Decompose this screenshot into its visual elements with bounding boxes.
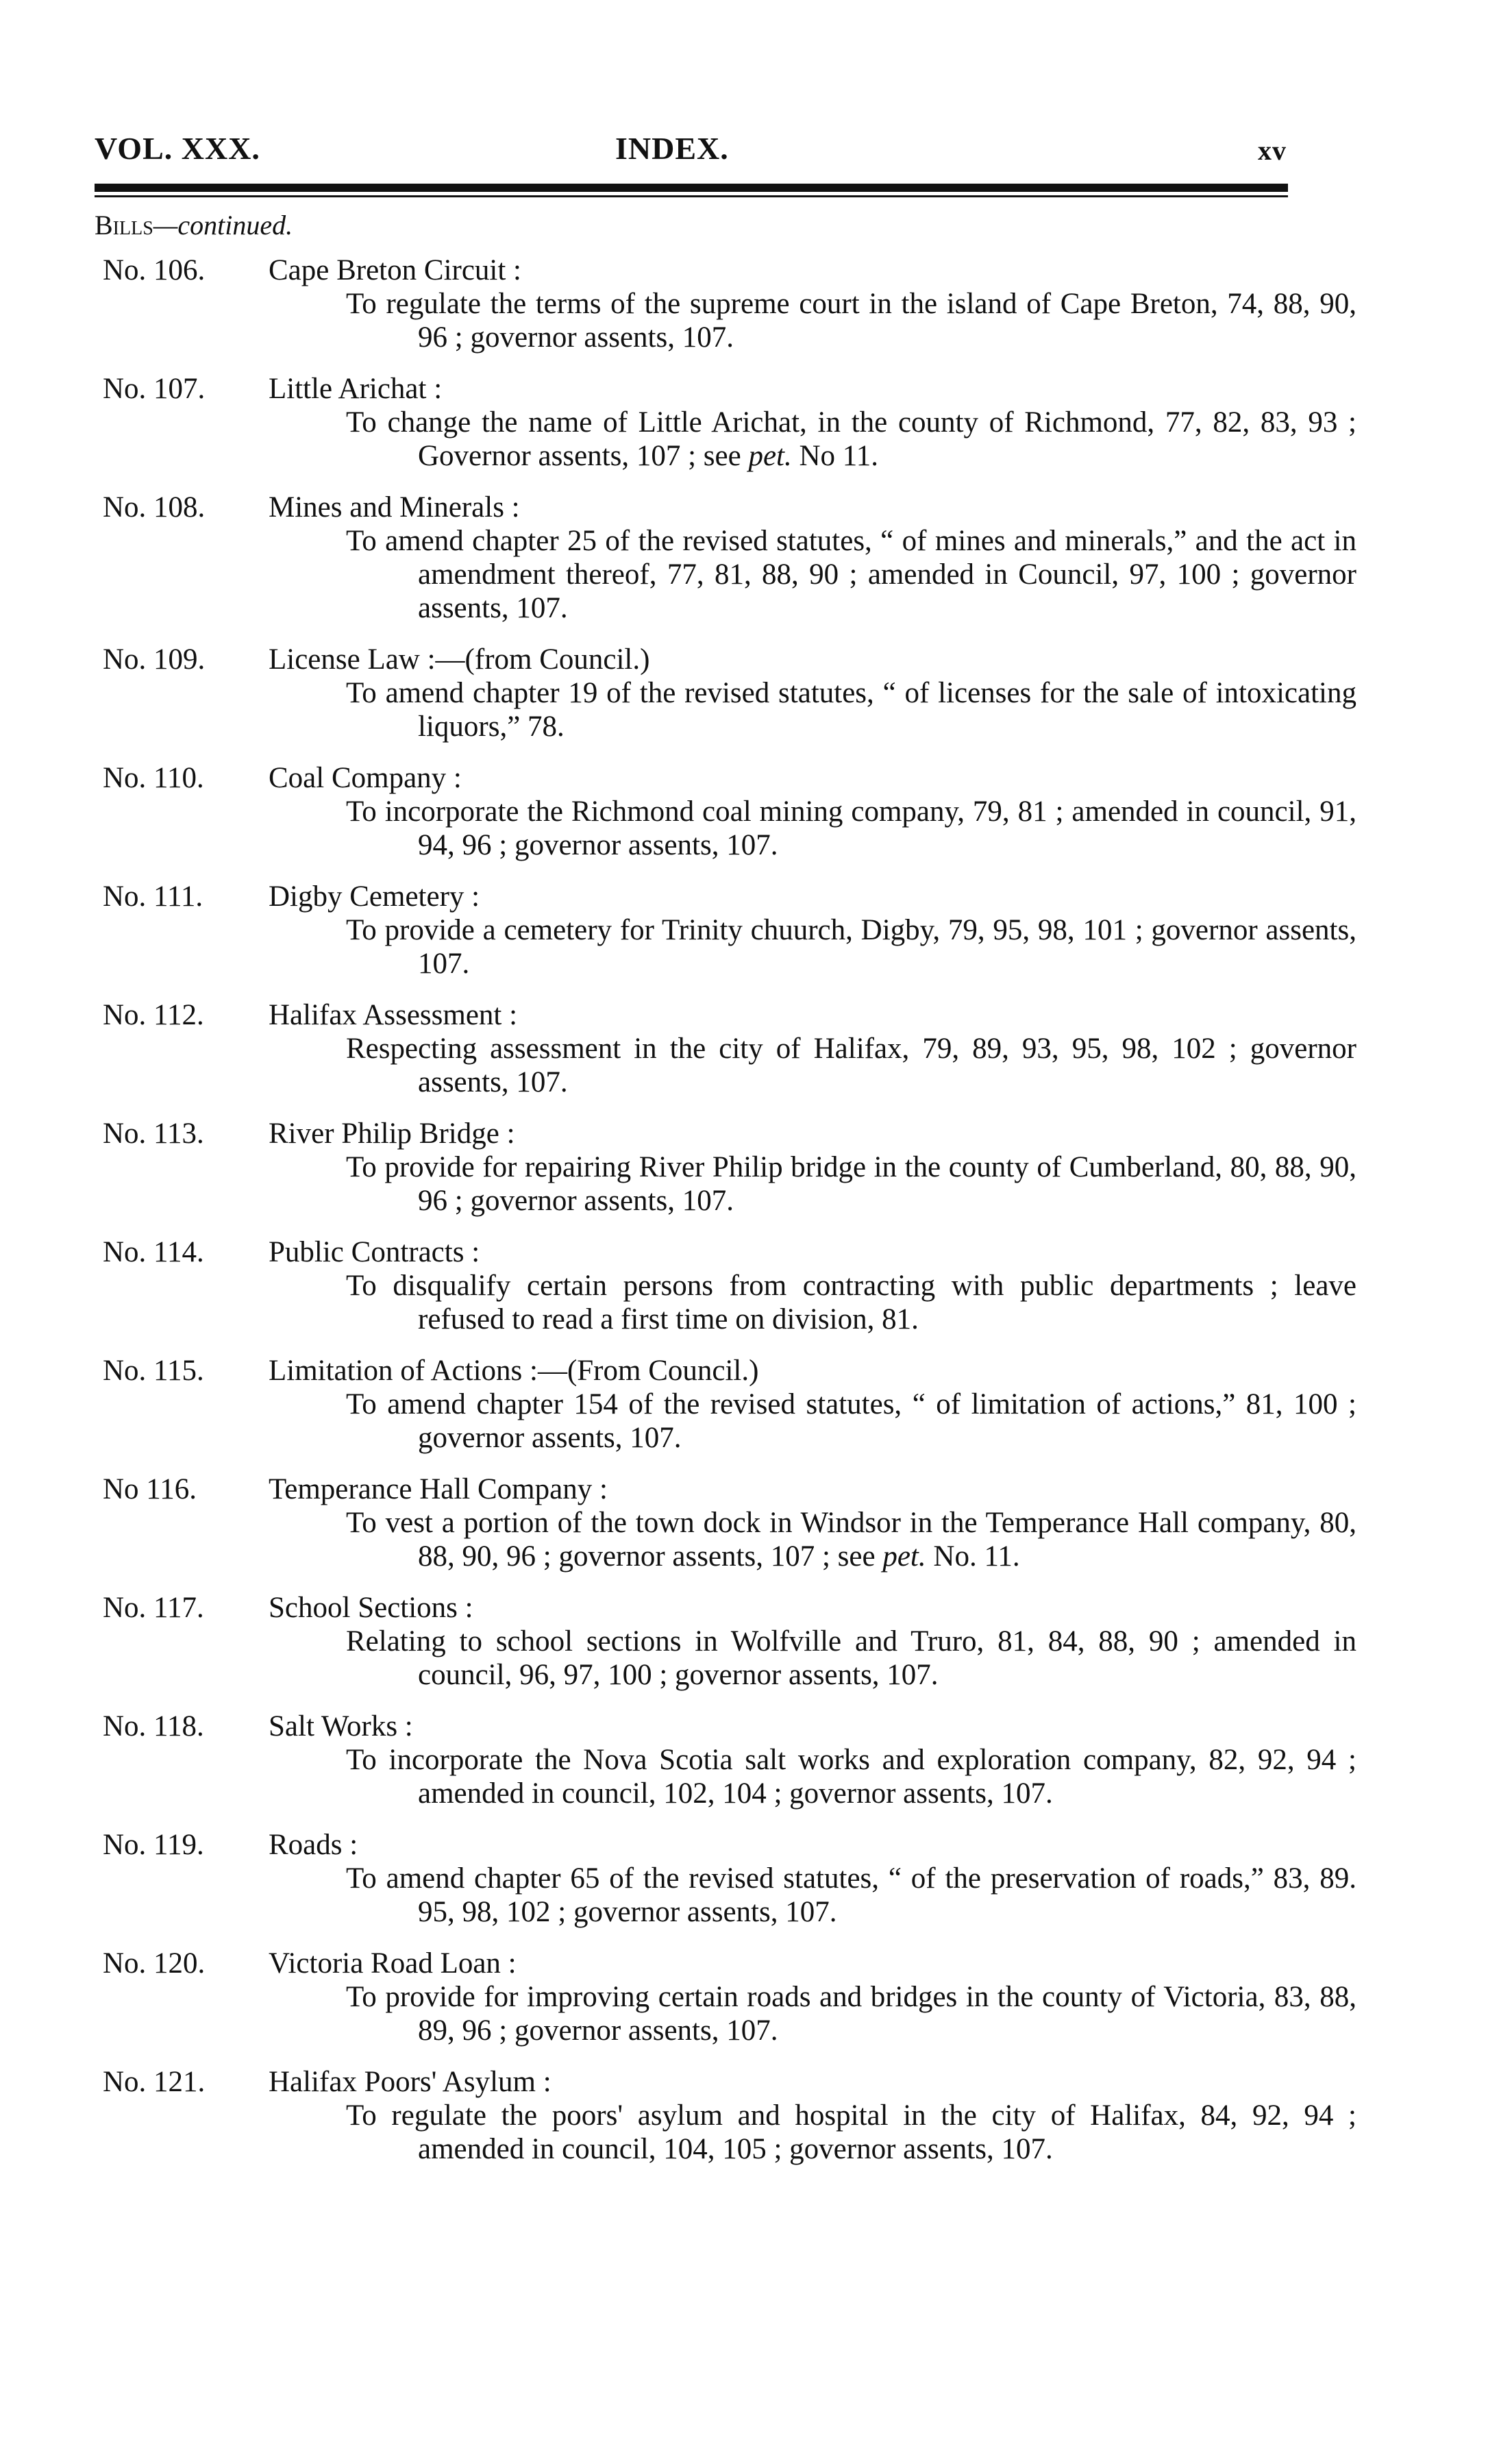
bill-number: No. 110. bbox=[103, 762, 204, 794]
bill-number: No. 106. bbox=[103, 254, 206, 286]
bill-title: Roads : bbox=[269, 1829, 358, 1861]
bill-title: Temperance Hall Company : bbox=[269, 1473, 608, 1505]
bill-entry bbox=[0, 1591, 1512, 1692]
bill-number: No. 114. bbox=[103, 1236, 204, 1268]
bill-entry bbox=[0, 1235, 1512, 1336]
bill-description-text: To change the name of Little Arichat, in the county of Richmond, 77, 82, 83, 93 ; Governor assents, 107 ; see bbox=[346, 406, 1356, 472]
bill-description: To disqualify certain persons from contracting with public departments ; leave refused to read a first time on division, 81. bbox=[346, 1270, 1356, 1335]
bill-description: To incorporate the Nova Scotia salt works and exploration company, 82, 92, 94 ; amended in council, 102, 104 ; governor assents, 107. bbox=[346, 1744, 1356, 1810]
volume-label: VOL. XXX. bbox=[95, 131, 260, 166]
bill-description: To amend chapter 154 of the revised statutes, “ of limitation of actions,” 81, 100 ; governor assents, 107. bbox=[346, 1388, 1356, 1454]
bill-description: To amend chapter 19 of the revised statutes, “ of licenses for the sale of intoxicating liquors,” 78. bbox=[346, 677, 1356, 743]
bill-number: No. 107. bbox=[103, 373, 206, 405]
bill-entry bbox=[0, 643, 1512, 743]
bill-description-italic: pet. bbox=[748, 440, 792, 472]
bill-description-text: To vest a portion of the town dock in Windsor in the Temperance Hall company, 80, 88, 90, 96 ; governor assents, 107 ; see bbox=[346, 1507, 1356, 1573]
bill-number: No. 119. bbox=[103, 1829, 204, 1861]
bill-description-italic: pet. bbox=[882, 1540, 926, 1573]
section-continued: —continued. bbox=[153, 210, 293, 241]
bill-title: Limitation of Actions :—(From Council.) bbox=[269, 1355, 759, 1387]
bill-title: Public Contracts : bbox=[269, 1236, 480, 1268]
bill-description: To regulate the terms of the supreme court in the island of Cape Breton, 74, 88, 90, 96 ; governor assents, 107. bbox=[346, 288, 1356, 354]
section-name: Bills bbox=[95, 210, 153, 241]
bill-title: Victoria Road Loan : bbox=[269, 1947, 517, 1980]
bill-entries bbox=[0, 254, 1512, 2184]
bill-description: To amend chapter 65 of the revised statutes, “ of the preservation of roads,” 83, 89. 95, 98, 102 ; governor assents, 107. bbox=[346, 1862, 1356, 1928]
bill-entry bbox=[0, 998, 1512, 1099]
bill-number: No. 109. bbox=[103, 643, 206, 676]
bill-description: To incorporate the Richmond coal mining company, 79, 81 ; amended in council, 91, 94, 96 ; governor assents, 107. bbox=[346, 796, 1356, 861]
bill-entry bbox=[0, 254, 1512, 354]
bill-title: Cape Breton Circuit : bbox=[269, 254, 522, 286]
bill-description-tail: No 11. bbox=[799, 440, 878, 472]
bill-description: Respecting assessment in the city of Halifax, 79, 89, 93, 95, 98, 102 ; governor assents, 107. bbox=[346, 1033, 1356, 1098]
bill-title: Halifax Assessment : bbox=[269, 999, 518, 1031]
section-heading bbox=[95, 209, 293, 241]
bill-entry bbox=[0, 1828, 1512, 1929]
bill-number: No. 120. bbox=[103, 1947, 206, 1980]
bill-entry bbox=[0, 880, 1512, 981]
bill-description: To provide for repairing River Philip bridge in the county of Cumberland, 80, 88, 90, 96 ; governor assents, 107. bbox=[346, 1151, 1356, 1217]
bill-title: Digby Cemetery : bbox=[269, 880, 480, 913]
bill-description: To provide a cemetery for Trinity chuurch, Digby, 79, 95, 98, 101 ; governor assents, 107. bbox=[346, 914, 1356, 980]
bill-description bbox=[346, 406, 1356, 473]
bill-number: No 116. bbox=[103, 1473, 197, 1505]
bill-description bbox=[346, 1506, 1356, 1573]
bill-entry bbox=[0, 1947, 1512, 2047]
bill-number: No. 111. bbox=[103, 880, 203, 913]
bill-entry bbox=[0, 761, 1512, 862]
header-rule-thick bbox=[95, 184, 1288, 192]
bill-title: Mines and Minerals : bbox=[269, 491, 520, 523]
bill-entry bbox=[0, 372, 1512, 473]
bill-description: Relating to school sections in Wolfville and Truro, 81, 84, 88, 90 ; amended in council, 96, 97, 100 ; governor assents, 107. bbox=[346, 1625, 1356, 1691]
bill-description: To amend chapter 25 of the revised statutes, “ of mines and minerals,” and the act in amendment thereof, 77, 81, 88, 90 ; amended in Council, 97, 100 ; governor assents, 107. bbox=[346, 525, 1356, 624]
bill-title: Coal Company : bbox=[269, 762, 462, 794]
bill-title: School Sections : bbox=[269, 1592, 473, 1624]
page-number: xv bbox=[1258, 135, 1287, 166]
bill-entry bbox=[0, 1117, 1512, 1218]
bill-entry bbox=[0, 1710, 1512, 1810]
bill-title: License Law :—(from Council.) bbox=[269, 643, 650, 676]
bill-entry bbox=[0, 1354, 1512, 1455]
bill-description: To regulate the poors' asylum and hospital in the city of Halifax, 84, 92, 94 ; amended in council, 104, 105 ; governor assents, 107. bbox=[346, 2099, 1356, 2165]
bill-entry bbox=[0, 2065, 1512, 2166]
bill-number: No. 115. bbox=[103, 1355, 204, 1387]
bill-title: River Philip Bridge : bbox=[269, 1118, 515, 1150]
bill-description-tail: No. 11. bbox=[933, 1540, 1020, 1573]
bill-title: Little Arichat : bbox=[269, 373, 443, 405]
page-title: INDEX. bbox=[615, 131, 729, 166]
bill-number: No. 108. bbox=[103, 491, 206, 523]
running-head bbox=[95, 130, 1287, 178]
bill-number: No. 117. bbox=[103, 1592, 204, 1624]
bill-title: Halifax Poors' Asylum : bbox=[269, 2066, 551, 2098]
bill-number: No. 112. bbox=[103, 999, 204, 1031]
bill-number: No. 113. bbox=[103, 1118, 204, 1150]
bill-entry bbox=[0, 1472, 1512, 1573]
bill-description: To provide for improving certain roads and bridges in the county of Victoria, 83, 88, 89, 96 ; governor assents, 107. bbox=[346, 1981, 1356, 2047]
header-rule-thin bbox=[95, 195, 1288, 197]
bill-number: No. 118. bbox=[103, 1710, 204, 1742]
bill-number: No. 121. bbox=[103, 2066, 206, 2098]
bill-entry bbox=[0, 491, 1512, 625]
bill-title: Salt Works : bbox=[269, 1710, 413, 1742]
